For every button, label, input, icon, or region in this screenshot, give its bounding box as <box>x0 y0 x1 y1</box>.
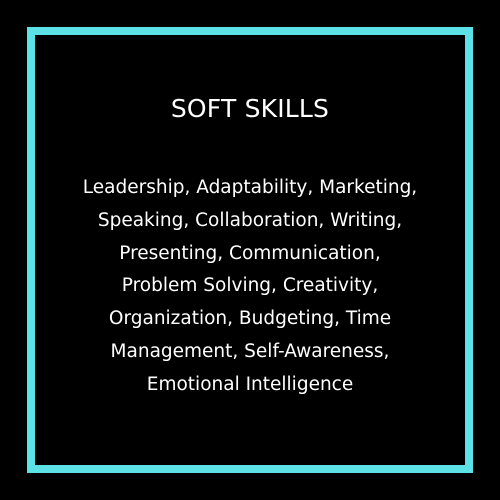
skills-line: Organization, Budgeting, Time <box>108 308 392 330</box>
skills-line: Presenting, Communication, <box>119 242 381 264</box>
skills-line: Speaking, Collaboration, Writing, <box>97 209 403 231</box>
card-title: SOFT SKILLS <box>170 94 330 123</box>
skills-line: Problem Solving, Creativity, <box>121 275 379 297</box>
skills-list <box>40 172 460 402</box>
skills-line: Emotional Intelligence <box>146 373 354 395</box>
skills-line: Management, Self-Awareness, <box>110 340 390 362</box>
skills-line: Leadership, Adaptability, Marketing, <box>82 177 418 198</box>
